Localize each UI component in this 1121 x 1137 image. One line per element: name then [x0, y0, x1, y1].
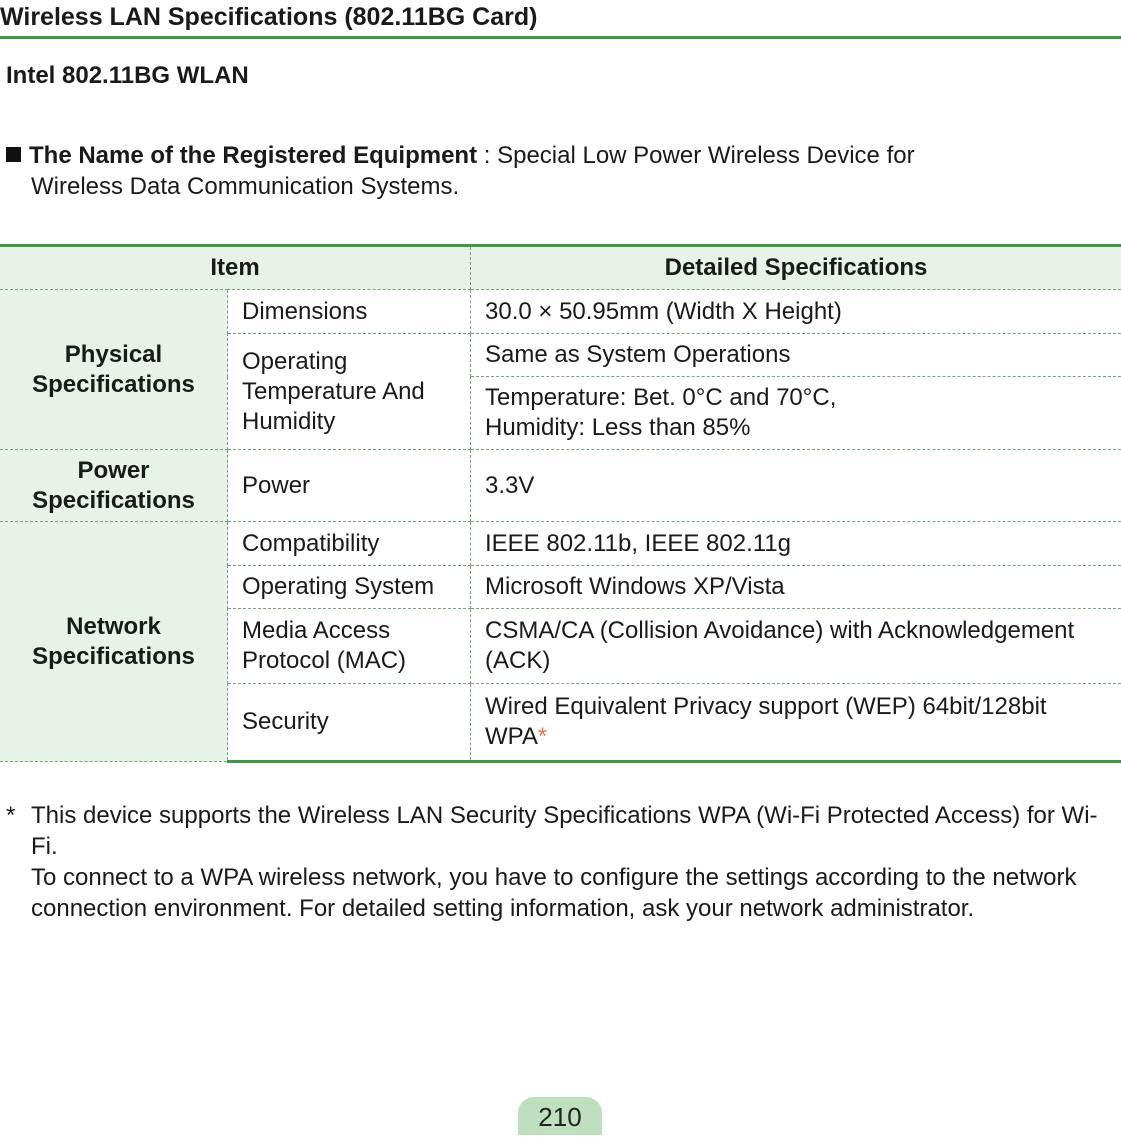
row-label-os: Operating System — [228, 566, 471, 609]
footnote-line2: To connect to a WPA wireless network, you have to configure the settings according to the network connection environment. For detailed setting information, ask your network administrator. — [31, 862, 1106, 924]
row-label-operating: Operating Temperature And Humidity — [228, 334, 471, 450]
footnote-mark: * — [6, 800, 15, 831]
square-bullet-icon — [6, 147, 21, 162]
page-number: 210 — [518, 1097, 602, 1135]
row-label-mac: Media Access Protocol (MAC) — [228, 609, 471, 684]
table-row — [0, 450, 1121, 522]
equipment-text-line2: Wireless Data Communication Systems. — [6, 171, 1116, 202]
row-value-mac: CSMA/CA (Collision Avoidance) with Acknowledgement (ACK) — [471, 609, 1121, 684]
equipment-separator: : — [477, 142, 497, 169]
category-network: Network Specifications — [0, 522, 228, 762]
table-header-row — [0, 246, 1121, 290]
footnote — [6, 800, 1106, 924]
security-text: Wired Equivalent Privacy support (WEP) 64bit/128bit WPA — [485, 693, 1047, 750]
registered-equipment-note — [6, 140, 1116, 202]
row-value-operating-2 — [471, 377, 1121, 450]
row-label-dimensions: Dimensions — [228, 290, 471, 334]
table-row — [0, 522, 1121, 566]
page-title: Wireless LAN Specifications (802.11BG Card) — [0, 2, 1121, 32]
header-item: Item — [0, 246, 471, 290]
footnote-star: * — [538, 723, 547, 750]
row-value-os: Microsoft Windows XP/Vista — [471, 566, 1121, 609]
row-label-security: Security — [228, 684, 471, 762]
footnote-line1: This device supports the Wireless LAN Security Specifications WPA (Wi-Fi Protected Access) for Wi-Fi. — [31, 800, 1106, 862]
category-physical: Physical Specifications — [0, 290, 228, 450]
temperature-range: Temperature: Bet. 0°C and 70°C, — [485, 384, 836, 411]
row-value-operating-1: Same as System Operations — [471, 334, 1121, 377]
row-value-dimensions: 30.0 × 50.95mm (Width X Height) — [471, 290, 1121, 334]
equipment-text-line1: Special Low Power Wireless Device for — [497, 142, 914, 169]
equipment-label: The Name of the Registered Equipment — [29, 142, 477, 169]
row-value-power: 3.3V — [471, 450, 1121, 522]
row-label-compatibility: Compatibility — [228, 522, 471, 566]
row-value-compatibility: IEEE 802.11b, IEEE 802.11g — [471, 522, 1121, 566]
category-power: Power Specifications — [0, 450, 228, 522]
row-label-power: Power — [228, 450, 471, 522]
row-value-security — [471, 684, 1121, 762]
header-details: Detailed Specifications — [471, 246, 1121, 290]
humidity-range: Humidity: Less than 85% — [485, 414, 750, 441]
section-subtitle: Intel 802.11BG WLAN — [6, 62, 249, 90]
title-divider — [0, 36, 1121, 39]
table-row — [0, 290, 1121, 334]
spec-table — [0, 244, 1121, 763]
